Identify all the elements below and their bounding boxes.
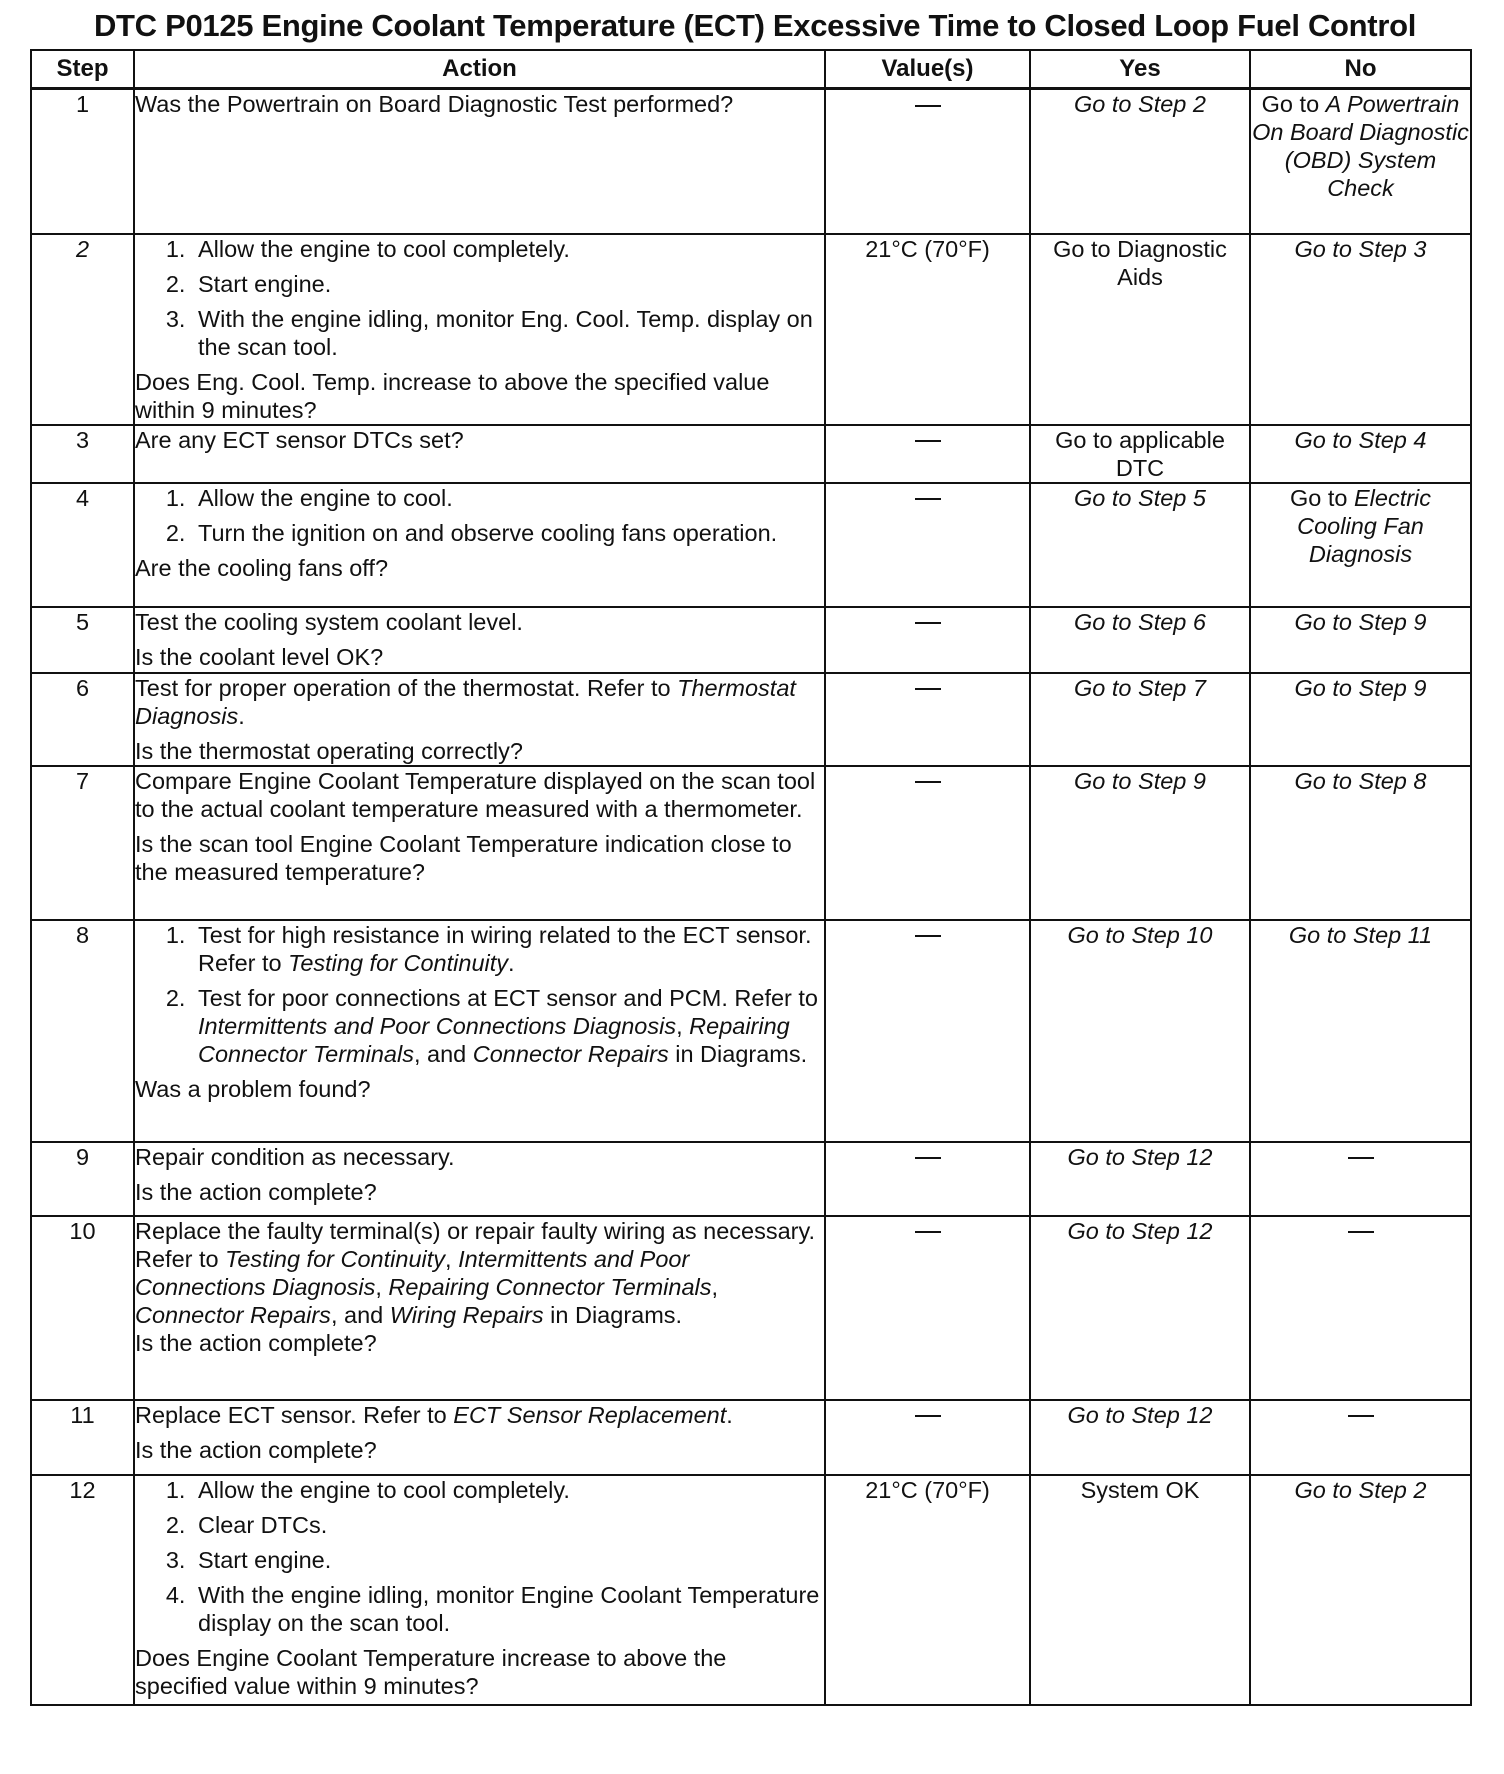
yes-link[interactable]: Go to Step 12 bbox=[1067, 1143, 1213, 1170]
action-text: Test the cooling system coolant level. bbox=[135, 608, 523, 635]
step-number: 6 bbox=[31, 673, 134, 766]
no-cell bbox=[1250, 673, 1471, 766]
action-cell bbox=[134, 1216, 825, 1400]
action-steps-list bbox=[135, 484, 824, 547]
dash-mark bbox=[915, 440, 941, 442]
table-row-step-3 bbox=[31, 425, 1471, 483]
no-cell bbox=[1250, 607, 1471, 673]
reference-link[interactable]: Connector Repairs bbox=[135, 1301, 331, 1328]
yes-cell bbox=[1030, 766, 1250, 920]
yes-link[interactable]: Go to Step 9 bbox=[1074, 767, 1206, 794]
table-row-step-11 bbox=[31, 1400, 1471, 1475]
value-cell bbox=[825, 607, 1030, 673]
value-cell bbox=[825, 89, 1030, 234]
reference-link[interactable]: Connector Repairs bbox=[472, 1040, 669, 1067]
yes-cell bbox=[1030, 1400, 1250, 1475]
no-link[interactable]: Go to Step 3 bbox=[1294, 235, 1427, 262]
reference-link[interactable]: Intermittents and Poor Connections Diagnosis bbox=[135, 1245, 690, 1300]
list-item: 2. Turn the ignition on and observe cooling fans operation. bbox=[192, 519, 824, 547]
table-row-step-12 bbox=[31, 1475, 1471, 1705]
action-question: Was a problem found? bbox=[135, 1075, 371, 1102]
action-cell bbox=[134, 920, 825, 1142]
step-number: 7 bbox=[31, 766, 134, 920]
no-link[interactable]: A Powertrain On Board Diagnostic (OBD) System Check bbox=[1252, 91, 1469, 201]
table-row-step-1 bbox=[31, 89, 1471, 234]
no-link[interactable]: Go to Step 2 bbox=[1294, 1476, 1427, 1503]
no-cell bbox=[1250, 1400, 1471, 1475]
yes-link[interactable]: Go to Step 6 bbox=[1074, 608, 1206, 635]
table-row-step-10 bbox=[31, 1216, 1471, 1400]
dash-mark bbox=[915, 935, 941, 937]
action-cell bbox=[134, 1142, 825, 1216]
step-number: 8 bbox=[31, 920, 134, 1142]
yes-link[interactable]: Go to Diagnostic Aids bbox=[1053, 235, 1227, 290]
yes-link[interactable]: Go to Step 2 bbox=[1074, 91, 1206, 117]
yes-link[interactable]: Go to Step 12 bbox=[1067, 1217, 1213, 1244]
list-item-text: Test for high resistance in wiring related to the ECT sensor. Refer to bbox=[198, 921, 812, 976]
no-cell bbox=[1250, 1475, 1471, 1705]
no-link[interactable]: Electric Cooling Fan Diagnosis bbox=[1297, 484, 1432, 567]
list-item: 1. Allow the engine to cool completely. bbox=[192, 235, 824, 263]
action-text: Test for proper operation of the thermostat. Refer to Thermostat Diagnosis. bbox=[135, 674, 796, 729]
value-cell bbox=[825, 766, 1030, 920]
list-item: 1. Allow the engine to cool. bbox=[192, 484, 824, 512]
dash-mark bbox=[915, 1157, 941, 1159]
yes-cell bbox=[1030, 1142, 1250, 1216]
no-link[interactable]: Go to Step 9 bbox=[1294, 674, 1427, 701]
action-question: Is the action complete? bbox=[135, 1329, 377, 1356]
step-number: 12 bbox=[31, 1475, 134, 1705]
reference-link[interactable]: Thermostat Diagnosis bbox=[135, 674, 796, 729]
table-row-step-5 bbox=[31, 607, 1471, 673]
yes-link[interactable]: Go to applicable DTC bbox=[1055, 426, 1225, 481]
dash-mark bbox=[1348, 1231, 1374, 1233]
table-row-step-6 bbox=[31, 673, 1471, 766]
action-text-lead: Replace ECT sensor. Refer to bbox=[135, 1401, 447, 1428]
yes-cell bbox=[1030, 1216, 1250, 1400]
reference-link[interactable]: Repairing Connector Terminals bbox=[388, 1273, 712, 1300]
no-link[interactable]: Go to Step 9 bbox=[1294, 608, 1427, 635]
no-cell bbox=[1250, 234, 1471, 425]
yes-link[interactable]: System OK bbox=[1080, 1476, 1200, 1503]
table-row-step-9 bbox=[31, 1142, 1471, 1216]
table-row-step-7 bbox=[31, 766, 1471, 920]
action-cell bbox=[134, 1475, 825, 1705]
step-number: 9 bbox=[31, 1142, 134, 1216]
action-text: Replace the faulty terminal(s) or repair faulty wiring as necessary. Refer to Testing for Continuity, Intermittents and Poor Connections Diagnosis, Repairing Connector Terminals, Connector Repairs, and Wiring Repairs in Diagrams. bbox=[135, 1217, 816, 1328]
reference-link[interactable]: Intermittents and Poor Connections Diagnosis bbox=[198, 1012, 677, 1039]
action-cell bbox=[134, 425, 825, 483]
action-question: Does Eng. Cool. Temp. increase to above the specified value within 9 minutes? bbox=[135, 368, 770, 423]
step-number: 3 bbox=[31, 425, 134, 483]
action-steps-list bbox=[135, 235, 824, 361]
yes-cell bbox=[1030, 1475, 1250, 1705]
no-link[interactable]: Go to Step 8 bbox=[1294, 767, 1427, 794]
yes-cell bbox=[1030, 483, 1250, 607]
dash-mark bbox=[915, 498, 941, 500]
header-row bbox=[31, 50, 1471, 89]
no-prefix: Go to bbox=[1261, 91, 1326, 117]
header-step: Step bbox=[31, 50, 134, 89]
yes-cell bbox=[1030, 425, 1250, 483]
reference-link[interactable]: ECT Sensor Replacement bbox=[453, 1401, 727, 1428]
dash-mark bbox=[1348, 1415, 1374, 1417]
list-item-text: , and bbox=[413, 1040, 467, 1067]
header-yes: Yes bbox=[1030, 50, 1250, 89]
page-title: DTC P0125 Engine Coolant Temperature (ECT) Excessive Time to Closed Loop Fuel Control bbox=[93, 8, 1417, 43]
reference-link[interactable]: Wiring Repairs bbox=[389, 1301, 544, 1328]
dash-mark bbox=[915, 781, 941, 783]
value-cell bbox=[825, 1216, 1030, 1400]
action-question: Are any ECT sensor DTCs set? bbox=[135, 426, 464, 453]
list-item: 2. Test for poor connections at ECT sensor and PCM. Refer to Intermittents and Poor Connections Diagnosis, Repairing Connector Terminals, and Connector Repairs in Diagrams. bbox=[192, 984, 824, 1068]
table-row-step-4 bbox=[31, 483, 1471, 607]
yes-link[interactable]: Go to Step 10 bbox=[1067, 921, 1213, 948]
step-number-text: 2 bbox=[75, 235, 90, 262]
table-row-step-8 bbox=[31, 920, 1471, 1142]
step-number: 1 bbox=[31, 89, 134, 234]
action-cell bbox=[134, 89, 825, 234]
yes-cell bbox=[1030, 673, 1250, 766]
step-number: 5 bbox=[31, 607, 134, 673]
value-cell bbox=[825, 483, 1030, 607]
no-cell bbox=[1250, 766, 1471, 920]
action-text-tail: in Diagrams. bbox=[550, 1301, 683, 1328]
no-cell bbox=[1250, 920, 1471, 1142]
action-question: Is the scan tool Engine Coolant Temperature indication close to the measured temperature? bbox=[135, 830, 792, 885]
action-text-and: , and bbox=[330, 1301, 384, 1328]
header-values: Value(s) bbox=[825, 50, 1030, 89]
step-number: 10 bbox=[31, 1216, 134, 1400]
action-question: Is the thermostat operating correctly? bbox=[135, 737, 523, 764]
yes-link[interactable]: Go to Step 7 bbox=[1074, 674, 1206, 701]
action-cell bbox=[134, 607, 825, 673]
reference-link[interactable]: Testing for Continuity bbox=[288, 949, 509, 976]
action-cell bbox=[134, 1400, 825, 1475]
list-item: 2. Start engine. bbox=[192, 270, 824, 298]
list-item: 4. With the engine idling, monitor Engine Coolant Temperature display on the scan tool. bbox=[192, 1581, 824, 1637]
yes-cell bbox=[1030, 607, 1250, 673]
action-cell bbox=[134, 483, 825, 607]
dash-mark bbox=[1348, 1157, 1374, 1159]
value-cell bbox=[825, 920, 1030, 1142]
no-link[interactable]: Go to Step 4 bbox=[1294, 426, 1427, 453]
step-number bbox=[31, 234, 134, 425]
no-cell bbox=[1250, 425, 1471, 483]
list-item-text: in Diagrams. bbox=[675, 1040, 808, 1067]
diagnostic-table bbox=[30, 49, 1472, 1706]
action-question: Was the Powertrain on Board Diagnostic Test performed? bbox=[135, 91, 734, 117]
action-steps-list bbox=[135, 1476, 824, 1637]
value-cell bbox=[825, 1400, 1030, 1475]
yes-cell bbox=[1030, 920, 1250, 1142]
list-item: 3. Start engine. bbox=[192, 1546, 824, 1574]
dash-mark bbox=[915, 688, 941, 690]
list-item: 1. Allow the engine to cool completely. bbox=[192, 1476, 824, 1504]
list-item: 3. With the engine idling, monitor Eng. Cool. Temp. display on the scan tool. bbox=[192, 305, 824, 361]
value-cell: 21°C (70°F) bbox=[825, 1475, 1030, 1705]
no-cell[interactable] bbox=[1250, 89, 1471, 234]
action-text-lead: Replace the faulty terminal(s) or repair faulty wiring as necessary. Refer to bbox=[135, 1217, 816, 1272]
action-cell bbox=[134, 766, 825, 920]
action-question: Is the coolant level OK? bbox=[135, 643, 384, 670]
reference-link[interactable]: Repairing Connector Terminals bbox=[198, 1012, 790, 1067]
no-cell bbox=[1250, 1216, 1471, 1400]
action-steps-list bbox=[135, 921, 824, 1068]
action-cell bbox=[134, 673, 825, 766]
no-link[interactable]: Go to Step 11 bbox=[1288, 921, 1433, 948]
no-cell[interactable] bbox=[1250, 483, 1471, 607]
no-prefix: Go to bbox=[1289, 484, 1354, 511]
action-question: Are the cooling fans off? bbox=[135, 554, 389, 581]
value-cell: 21°C (70°F) bbox=[825, 234, 1030, 425]
yes-cell bbox=[1030, 89, 1250, 234]
value-cell bbox=[825, 673, 1030, 766]
action-question: Does Engine Coolant Temperature increase to above the specified value within 9 minutes? bbox=[135, 1644, 727, 1699]
action-question: Is the action complete? bbox=[135, 1178, 377, 1205]
list-item: 1. Test for high resistance in wiring related to the ECT sensor. Refer to Testing for Continuity. bbox=[192, 921, 824, 977]
value-cell bbox=[825, 425, 1030, 483]
yes-cell bbox=[1030, 234, 1250, 425]
yes-link[interactable]: Go to Step 5 bbox=[1074, 484, 1206, 511]
reference-link[interactable]: Testing for Continuity bbox=[225, 1245, 446, 1272]
no-cell bbox=[1250, 1142, 1471, 1216]
step-number: 4 bbox=[31, 483, 134, 607]
dash-mark bbox=[915, 1415, 941, 1417]
action-text-lead: Test for proper operation of the thermostat. Refer to bbox=[135, 674, 671, 701]
action-text: Compare Engine Coolant Temperature displayed on the scan tool to the actual coolant temperature measured with a thermometer. bbox=[135, 767, 816, 822]
yes-link[interactable]: Go to Step 12 bbox=[1067, 1401, 1213, 1428]
dash-mark bbox=[915, 105, 941, 107]
value-cell bbox=[825, 1142, 1030, 1216]
dash-mark bbox=[915, 622, 941, 624]
action-cell bbox=[134, 234, 825, 425]
header-no: No bbox=[1250, 50, 1471, 89]
action-text: Repair condition as necessary. bbox=[135, 1143, 455, 1170]
header-action: Action bbox=[134, 50, 825, 89]
list-item: 2. Clear DTCs. bbox=[192, 1511, 824, 1539]
dash-mark bbox=[915, 1231, 941, 1233]
action-text: Replace ECT sensor. Refer to ECT Sensor Replacement. bbox=[135, 1401, 733, 1428]
table-row-step-2 bbox=[31, 234, 1471, 425]
list-item-text: Test for poor connections at ECT sensor and PCM. Refer to bbox=[198, 984, 818, 1011]
step-number: 11 bbox=[31, 1400, 134, 1475]
action-question: Is the action complete? bbox=[135, 1436, 377, 1463]
